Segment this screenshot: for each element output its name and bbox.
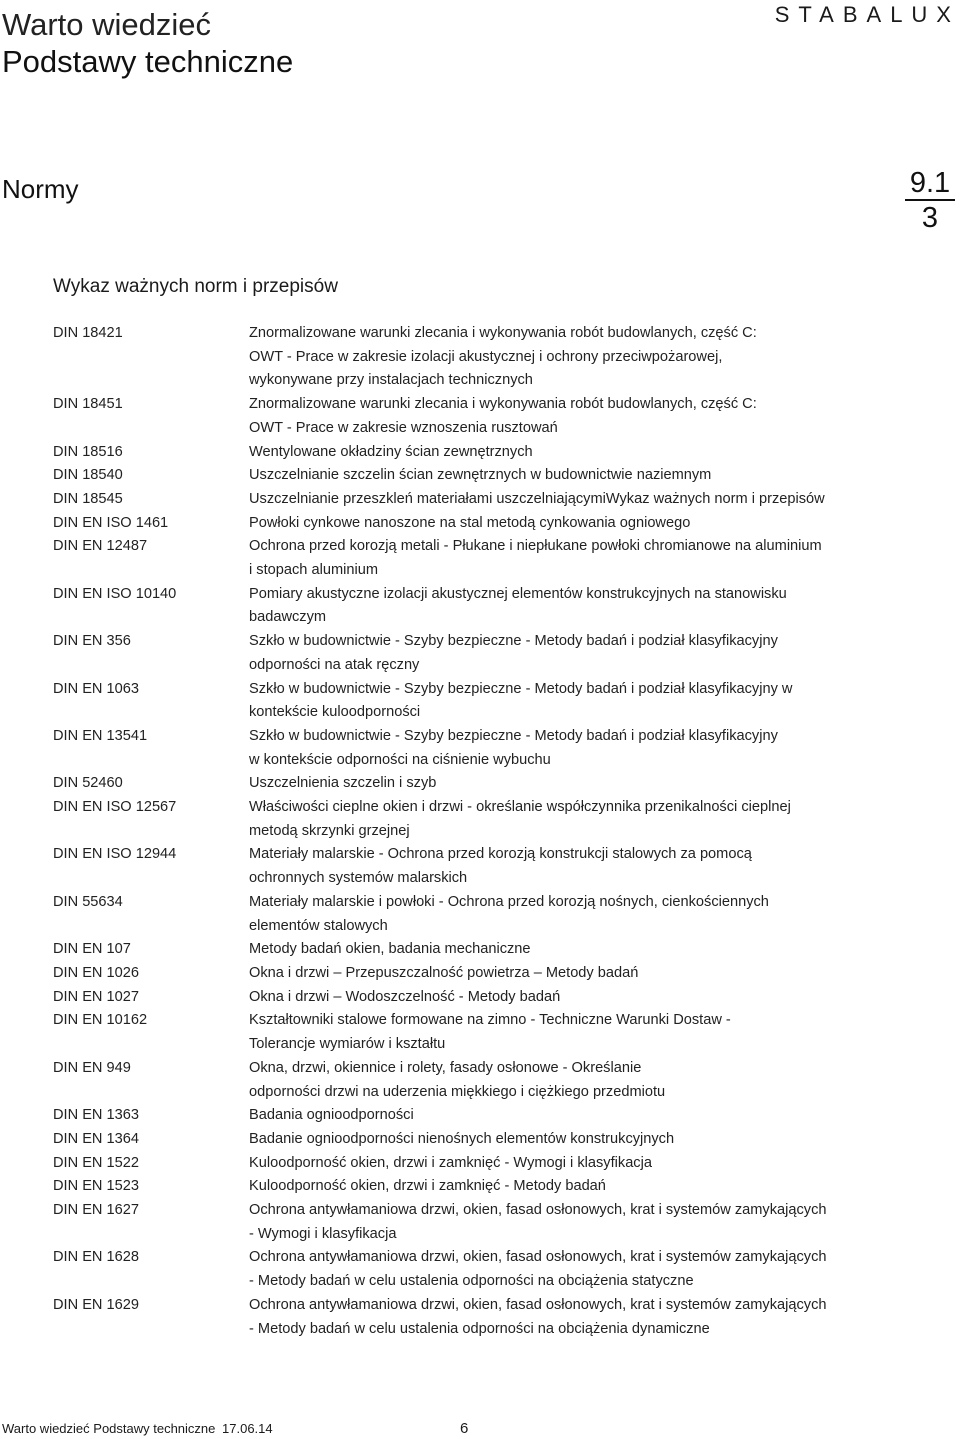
norm-description-line: Właściwości cieplne okien i drzwi - określanie współczynnika przenikalności cieplnej [249,799,791,816]
norm-description [249,938,933,962]
norm-description-line: - Metody badań w celu ustalenia odporności na obciążenia dynamiczne [249,1320,710,1337]
norm-description [249,986,933,1010]
norm-code: DIN EN ISO 12567 [53,799,177,816]
norm-row [53,1175,933,1199]
norm-code: DIN EN 1628 [53,1249,139,1266]
norm-code: DIN EN 1629 [53,1296,139,1313]
norm-row [53,725,933,772]
norm-row [53,535,933,582]
norm-description [249,1009,933,1056]
norm-description-line: Znormalizowane warunki zlecania i wykonywania robót budowlanych, część C: [249,396,757,413]
norm-description [249,1294,933,1341]
norm-description-line: Znormalizowane warunki zlecania i wykonywania robót budowlanych, część C: [249,325,757,341]
norm-description [249,322,933,393]
norm-description-line: w kontekście odporności na ciśnienie wybuchu [249,751,551,768]
norm-description [249,393,933,440]
norm-description-line: OWT - Prace w zakresie izolacji akustycznej i ochrony przeciwpożarowej, [249,348,723,365]
norm-description-line: badawczym [249,609,327,626]
norm-row [53,464,933,488]
norm-code: DIN EN 107 [53,941,131,958]
norm-description [249,1057,933,1104]
norm-row [53,583,933,630]
norm-description-line: Kuloodporność okien, drzwi i zamknięć - Wymogi i klasyfikacja [249,1154,652,1171]
norm-code: DIN EN 1363 [53,1107,139,1124]
norm-code: DIN 55634 [53,893,123,910]
norm-description-line: Uszczelnienia szczelin i szyb [249,775,437,792]
norm-row [53,796,933,843]
norm-description-line: Ochrona przed korozją metali - Płukane i niepłukane powłoki chromianowe na aluminium [249,538,822,555]
norm-description-line: Badanie ognioodporności nienośnych elementów konstrukcyjnych [249,1130,675,1147]
norm-row [53,1152,933,1176]
norm-description [249,772,933,796]
norm-description [249,1175,933,1199]
chapter-number [905,168,955,235]
norm-code: DIN 18516 [53,443,123,460]
norm-description-line: Szkło w budownictwie - Szyby bezpieczne - Metody badań i podział klasyfikacyjny w [249,680,793,697]
chapter-sub: 3 [921,202,939,234]
norm-code: DIN EN 1027 [53,988,139,1005]
norm-description-line: - Metody badań w celu ustalenia odporności na obciążenia statyczne [249,1273,694,1290]
norm-row [53,512,933,536]
norm-description-line: Badania ognioodporności [249,1107,414,1124]
header-title-line1: Warto wiedzieć [2,7,212,42]
norm-code: DIN EN ISO 12944 [53,846,177,863]
norm-row [53,962,933,986]
stabalux-logo: STABALUX [774,2,960,27]
norm-description [249,441,933,465]
norm-description-line: Materiały malarskie - Ochrona przed korozją konstrukcji stalowych za pomocą [249,846,752,863]
norm-row [53,986,933,1010]
norm-list [53,322,933,1341]
norm-description [249,488,933,512]
norm-description-line: kontekście kuloodporności [249,704,421,721]
norm-description-line: Szkło w budownictwie - Szyby bezpieczne - Metody badań i podział klasyfikacyjny [249,727,778,744]
page-number: 6 [460,1420,469,1437]
norm-row [53,393,933,440]
norm-description [249,962,933,986]
norm-code: DIN EN 1063 [53,680,139,697]
norm-code: DIN EN ISO 10140 [53,585,177,602]
norm-description-line: Metody badań okien, badania mechaniczne [249,941,531,958]
norm-description [249,796,933,843]
norm-row [53,322,933,393]
norm-description-line: Okna i drzwi – Wodoszczelność - Metody badań [249,988,561,1005]
norm-row [53,938,933,962]
norm-description [249,464,933,488]
norm-row [53,1294,933,1341]
norm-code: DIN EN 10162 [53,1012,148,1029]
norm-description-line: i stopach aluminium [249,562,378,579]
header-title-line2: Podstawy techniczne [2,44,294,79]
norm-code: DIN 18545 [53,490,123,507]
norm-row [53,1246,933,1293]
norm-description [249,630,933,677]
norm-code: DIN EN 1364 [53,1130,139,1147]
norm-description-line: Kuloodporność okien, drzwi i zamknięć - Metody badań [249,1178,606,1195]
norm-description-line: Ochrona antywłamaniowa drzwi, okien, fasad osłonowych, krat i systemów zamykających [249,1249,827,1266]
footer-date: 17.06.14 [222,1421,273,1436]
norm-row [53,1128,933,1152]
norm-row [53,1199,933,1246]
norm-row [53,1104,933,1128]
norm-description-line: metodą skrzynki grzejnej [249,822,410,839]
norm-row [53,678,933,725]
norm-code: DIN 18421 [53,325,123,341]
norm-description [249,891,933,938]
norm-row [53,630,933,677]
norm-description-line: odporności na atak ręczny [249,656,420,673]
norm-description-line: Tolerancje wymiarów i kształtu [249,1036,446,1053]
norm-description [249,1128,933,1152]
norm-description-line: odporności drzwi na uderzenia miękkiego i ciężkiego przedmiotu [249,1083,666,1100]
norm-description [249,843,933,890]
norm-code: DIN EN 1026 [53,964,139,981]
norm-code: DIN EN 356 [53,633,131,650]
norm-row [53,891,933,938]
norm-description-line: Pomiary akustyczne izolacji akustycznej elementów konstrukcyjnych na stanowisku [249,585,787,602]
norm-row [53,1057,933,1104]
norm-description [249,512,933,536]
norm-description [249,725,933,772]
norm-description-line: ochronnych systemów malarskich [249,870,468,887]
norm-description-line: Kształtowniki stalowe formowane na zimno - Techniczne Warunki Dostaw - [249,1012,731,1029]
norm-description-line: Ochrona antywłamaniowa drzwi, okien, fasad osłonowych, krat i systemów zamykających [249,1296,827,1313]
footer [2,1421,273,1436]
norm-description [249,583,933,630]
norm-code: DIN EN 1523 [53,1178,139,1195]
norm-row [53,772,933,796]
norm-code: DIN EN 1627 [53,1202,139,1219]
norm-description-line: Okna, drzwi, okiennice i rolety, fasady osłonowe - Określanie [249,1059,642,1076]
norm-code: DIN EN 949 [53,1059,131,1076]
norm-description [249,1199,933,1246]
norm-code: DIN 18451 [53,396,123,413]
norm-row [53,1009,933,1056]
section-title: Normy [2,174,79,204]
list-heading: Wykaz ważnych norm i przepisów [53,276,338,297]
norm-code: DIN EN 13541 [53,727,148,744]
norm-description-line: Okna i drzwi – Przepuszczalność powietrza – Metody badań [249,964,639,981]
norm-description-line: - Wymogi i klasyfikacja [249,1225,397,1242]
norm-description [249,1152,933,1176]
chapter-main: 9.1 [905,168,955,201]
norm-description [249,1246,933,1293]
norm-row [53,441,933,465]
norm-description-line: elementów stalowych [249,917,388,934]
norm-description [249,1104,933,1128]
norm-description-line: Uszczelnianie szczelin ścian zewnętrznych w budownictwie naziemnym [249,467,712,484]
norm-row [53,843,933,890]
norm-description-line: Szkło w budownictwie - Szyby bezpieczne - Metody badań i podział klasyfikacyjny [249,633,778,650]
norm-description [249,678,933,725]
norm-description-line: Uszczelnianie przeszkleń materiałami uszczelniającymiWykaz ważnych norm i przepisów [249,490,825,507]
norm-row [53,488,933,512]
norm-description-line: Wentylowane okładziny ścian zewnętrznych [249,443,533,460]
norm-description-line: wykonywane przy instalacjach technicznych [249,372,533,389]
norm-description-line: Materiały malarskie i powłoki - Ochrona przed korozją nośnych, cienkościennych [249,893,769,910]
norm-code: DIN EN 12487 [53,538,148,555]
norm-code: DIN 18540 [53,467,123,484]
norm-description-line: Powłoki cynkowe nanoszone na stal metodą cynkowania ogniowego [249,514,691,531]
norm-code: DIN EN 1522 [53,1154,139,1171]
norm-code: DIN 52460 [53,775,123,792]
footer-text: Warto wiedzieć Podstawy techniczne [2,1421,216,1436]
norm-description-line: Ochrona antywłamaniowa drzwi, okien, fasad osłonowych, krat i systemów zamykających [249,1202,827,1219]
norm-description-line: OWT - Prace w zakresie wznoszenia rusztowań [249,419,558,436]
norm-code: DIN EN ISO 1461 [53,514,169,531]
norm-description [249,535,933,582]
